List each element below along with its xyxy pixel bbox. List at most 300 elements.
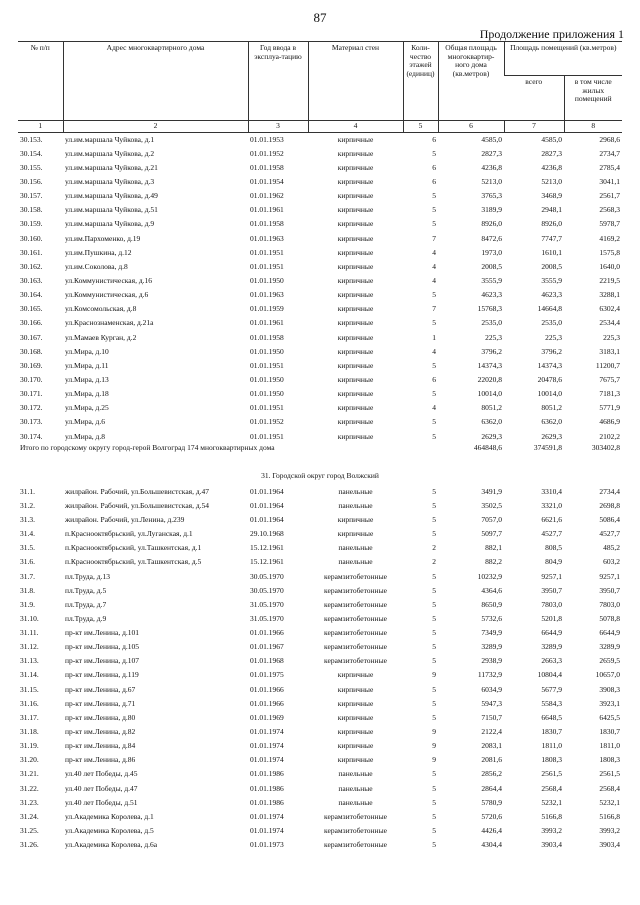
- header-residential-premises: в том числе жилых помещений: [564, 76, 622, 121]
- address-cell: пр-кт им.Ленина, д.71: [65, 698, 136, 708]
- commission-date-cell: 01.01.1961: [250, 205, 284, 215]
- address-cell: ул.Мира, д.10: [65, 346, 109, 356]
- residential-area-cell: 3288,1: [599, 290, 621, 300]
- premises-area-cell: 3289,9: [541, 642, 562, 652]
- table-row: [18, 373, 622, 387]
- header-premises-total: всего: [525, 77, 543, 86]
- total-label: Итого по городскому округу город-герой Волгоград 174 многоквартирных дома: [20, 443, 275, 452]
- floors-cell: 5: [432, 628, 436, 638]
- wall-material-cell: кирпичные: [337, 417, 374, 427]
- total-area-cell: 15768,3: [477, 304, 502, 314]
- wall-material-cell: кирпичные: [337, 684, 374, 694]
- commission-date-cell: 01.01.1950: [250, 374, 284, 384]
- row-number-cell: 31.2.: [20, 500, 35, 510]
- floors-cell: 5: [432, 417, 436, 427]
- residential-area-cell: 7803,0: [599, 599, 621, 609]
- residential-area-cell: 1575,8: [599, 247, 621, 257]
- total-area-cell: 3796,2: [481, 346, 502, 356]
- wall-material-cell: керамзитобетонные: [324, 826, 387, 836]
- commission-date-cell: 01.01.1951: [250, 431, 284, 441]
- table-row: [18, 359, 622, 373]
- commission-date-cell: 30.05.1970: [250, 585, 284, 595]
- address-cell: ул.Академика Королева, д.6а: [65, 840, 158, 850]
- floors-cell: 5: [432, 148, 436, 158]
- wall-material-cell: кирпичные: [337, 332, 374, 342]
- commission-date-cell: 01.01.1966: [250, 698, 284, 708]
- address-cell: ул.им.маршала Чуйкова, д.51: [65, 205, 158, 215]
- total-area-cell: 7150,7: [481, 712, 502, 722]
- premises-area-cell: 2629,3: [541, 431, 562, 441]
- residential-area-cell: 2568,3: [599, 205, 621, 215]
- wall-material-cell: кирпичные: [337, 205, 374, 215]
- table-row: [18, 415, 622, 429]
- row-number-cell: 30.155.: [20, 162, 43, 172]
- address-cell: жилрайон. Рабочий, ул.Ленина, д.239: [65, 514, 185, 524]
- commission-date-cell: 31.05.1970: [250, 599, 284, 609]
- floors-cell: 2: [432, 543, 436, 553]
- commission-date-cell: 01.01.1974: [250, 811, 284, 821]
- total-area-cell: 10014,0: [477, 389, 502, 399]
- wall-material-cell: кирпичные: [337, 318, 374, 328]
- row-number-cell: 30.170.: [20, 374, 43, 384]
- table-row: [18, 753, 622, 767]
- address-cell: ул.Коммунистическая, д.6: [65, 290, 149, 300]
- volgograd-total-section: [18, 444, 622, 485]
- floors-cell: 5: [432, 219, 436, 229]
- total-area-cell: 4426,4: [481, 826, 502, 836]
- address-cell: ул.Мамаев Курган, д.2: [65, 332, 137, 342]
- residential-area-cell: 3950,7: [599, 585, 621, 595]
- premises-area-cell: 6644,9: [541, 628, 562, 638]
- commission-date-cell: 01.01.1952: [250, 417, 284, 427]
- address-cell: пр-кт им.Ленина, д.80: [65, 712, 136, 722]
- commission-date-cell: 01.01.1963: [250, 290, 284, 300]
- total-area-cell: 6034,9: [481, 684, 502, 694]
- premises-area-cell: 6621,6: [541, 514, 562, 524]
- header-address: Адрес многоквартирного дома: [63, 42, 248, 121]
- wall-material-cell: кирпичные: [337, 261, 374, 271]
- address-cell: пр-кт им.Ленина, д.119: [65, 670, 139, 680]
- table-row: [18, 569, 622, 583]
- row-number-cell: 30.165.: [20, 304, 43, 314]
- floors-cell: 5: [432, 571, 436, 581]
- total-area-cell: 2629,3: [481, 431, 502, 441]
- premises-area-cell: 2663,3: [541, 656, 562, 666]
- total-area-sum: 464848,6: [473, 443, 502, 452]
- commission-date-cell: 01.01.1951: [250, 360, 284, 370]
- wall-material-cell: керамзитобетонные: [324, 811, 387, 821]
- header-commission-year: Год ввода в эксплуа-тацию: [248, 42, 308, 121]
- wall-material-cell: керамзитобетонные: [324, 613, 387, 623]
- table-row: [18, 739, 622, 753]
- address-cell: ул.им.маршала Чуйкова, д.3: [65, 176, 155, 186]
- address-cell: ул.им.маршала Чуйкова, д.21: [65, 162, 158, 172]
- commission-date-cell: 01.01.1964: [250, 500, 284, 510]
- row-number-cell: 31.17.: [20, 712, 39, 722]
- row-number-cell: 30.153.: [20, 134, 43, 144]
- residential-area-cell: 5771,9: [599, 403, 621, 413]
- commission-date-cell: 01.01.1974: [250, 727, 284, 737]
- commission-date-cell: 01.01.1969: [250, 712, 284, 722]
- residential-area-cell: 2561,5: [599, 769, 621, 779]
- table-row: [18, 527, 622, 541]
- floors-cell: 5: [432, 811, 436, 821]
- total-area-cell: 8051,2: [481, 403, 502, 413]
- floors-cell: 5: [432, 360, 436, 370]
- table-row: [18, 274, 622, 288]
- table-row: [18, 288, 622, 302]
- total-area-cell: 3289,9: [481, 642, 502, 652]
- table-row: [18, 345, 622, 359]
- total-area-cell: 1973,0: [481, 247, 502, 257]
- table-row: [18, 401, 622, 415]
- address-cell: ул.им.Пархоменко, д.19: [65, 233, 141, 243]
- row-number-cell: 30.157.: [20, 191, 43, 201]
- floors-cell: 5: [432, 684, 436, 694]
- commission-date-cell: 01.01.1974: [250, 741, 284, 751]
- commission-date-cell: 01.01.1951: [250, 247, 284, 257]
- floors-cell: 4: [432, 403, 436, 413]
- floors-cell: 5: [432, 389, 436, 399]
- commission-date-cell: 01.01.1950: [250, 275, 284, 285]
- table-row: [18, 203, 622, 217]
- floors-cell: 7: [432, 233, 436, 243]
- wall-material-cell: панельные: [338, 783, 373, 793]
- premises-area-cell: 4527,7: [541, 529, 562, 539]
- commission-date-cell: 30.05.1970: [250, 571, 284, 581]
- floors-cell: 5: [432, 712, 436, 722]
- apartment-buildings-table: [18, 41, 622, 852]
- table-row: [18, 711, 622, 725]
- floors-cell: 6: [432, 134, 436, 144]
- wall-material-cell: кирпичные: [337, 529, 374, 539]
- premises-area-cell: 3903,4: [541, 840, 562, 850]
- wall-material-cell: панельные: [338, 500, 373, 510]
- floors-cell: 9: [432, 741, 436, 751]
- floors-cell: 5: [432, 783, 436, 793]
- floors-cell: 6: [432, 162, 436, 172]
- floors-cell: 5: [432, 500, 436, 510]
- table-row: [18, 147, 622, 161]
- residential-area-cell: 3903,4: [599, 840, 621, 850]
- floors-cell: 4: [432, 247, 436, 257]
- row-number-cell: 31.9.: [20, 599, 35, 609]
- wall-material-cell: кирпичные: [337, 176, 374, 186]
- total-area-cell: 7349,9: [481, 628, 502, 638]
- row-number-cell: 30.160.: [20, 233, 43, 243]
- total-area-cell: 4304,4: [481, 840, 502, 850]
- row-number-cell: 30.173.: [20, 417, 43, 427]
- premises-area-cell: 1808,3: [541, 755, 562, 765]
- commission-date-cell: 01.01.1975: [250, 670, 284, 680]
- wall-material-cell: кирпичные: [337, 148, 374, 158]
- total-area-cell: 5097,7: [481, 529, 502, 539]
- wall-material-cell: кирпичные: [337, 346, 374, 356]
- address-cell: ул.Мира, д.8: [65, 431, 105, 441]
- table-row: [18, 640, 622, 654]
- table-row: [18, 668, 622, 682]
- residential-area-cell: 3993,2: [599, 826, 621, 836]
- commission-date-cell: 01.01.1959: [250, 304, 284, 314]
- wall-material-cell: кирпичные: [337, 431, 374, 441]
- row-number-cell: 30.171.: [20, 389, 43, 399]
- total-area-cell: 882,2: [485, 557, 502, 567]
- wall-material-cell: керамзитобетонные: [324, 642, 387, 652]
- wall-material-cell: кирпичные: [337, 162, 374, 172]
- premises-area-cell: 5584,3: [541, 698, 562, 708]
- residential-area-cell: 2968,6: [599, 134, 621, 144]
- residential-area-cell: 6425,5: [599, 712, 621, 722]
- floors-cell: 5: [432, 840, 436, 850]
- wall-material-cell: кирпичные: [337, 134, 374, 144]
- floors-cell: 2: [432, 557, 436, 567]
- address-cell: ул.Краснознаменская, д.21а: [65, 318, 154, 328]
- commission-date-cell: 01.01.1966: [250, 628, 284, 638]
- row-number-cell: 30.159.: [20, 219, 43, 229]
- wall-material-cell: керамзитобетонные: [324, 628, 387, 638]
- table-row: [18, 782, 622, 796]
- residential-area-cell: 11200,7: [595, 360, 621, 370]
- row-number-cell: 31.23.: [20, 797, 39, 807]
- commission-date-cell: 01.01.1964: [250, 486, 284, 496]
- premises-area-cell: 3993,2: [541, 826, 562, 836]
- residential-area-cell: 9257,1: [599, 571, 621, 581]
- total-area-cell: 2856,2: [481, 769, 502, 779]
- total-area-cell: 3491,9: [481, 486, 502, 496]
- premises-area-cell: 3950,7: [541, 585, 562, 595]
- residential-area-cell: 485,2: [603, 543, 621, 553]
- residential-area-cell: 4169,2: [599, 233, 621, 243]
- table-row: [18, 796, 622, 810]
- residential-area-cell: 5078,8: [599, 613, 621, 623]
- premises-area-cell: 7803,0: [541, 599, 562, 609]
- premises-area-cell: 14664,8: [537, 304, 562, 314]
- wall-material-cell: кирпичные: [337, 389, 374, 399]
- row-number-cell: 31.20.: [20, 755, 39, 765]
- wall-material-cell: керамзитобетонные: [324, 840, 387, 850]
- total-area-cell: 14374,3: [477, 360, 502, 370]
- table-row: [18, 161, 622, 175]
- floors-cell: 5: [432, 486, 436, 496]
- address-cell: ул.им.маршала Чуйкова, д.2: [65, 148, 155, 158]
- header-total-area: Общая площадь многоквартир-ного дома (кв.метров): [438, 42, 504, 121]
- total-area-cell: 2083,1: [481, 741, 502, 751]
- column-number: 8: [564, 121, 622, 133]
- total-area-cell: 2081,6: [481, 755, 502, 765]
- row-number-cell: 31.16.: [20, 698, 39, 708]
- wall-material-cell: кирпичные: [337, 741, 374, 751]
- total-row: [18, 444, 622, 468]
- row-number-cell: 30.163.: [20, 275, 43, 285]
- row-number-cell: 31.14.: [20, 670, 39, 680]
- address-cell: ул.Мира, д.18: [65, 389, 109, 399]
- total-area-cell: 8926,0: [481, 219, 502, 229]
- commission-date-cell: 01.01.1964: [250, 514, 284, 524]
- row-number-cell: 30.162.: [20, 261, 43, 271]
- column-number: 3: [248, 121, 308, 133]
- address-cell: пр-кт им.Ленина, д.107: [65, 656, 140, 666]
- table-row: [18, 133, 622, 147]
- total-area-cell: 3502,5: [481, 500, 502, 510]
- address-cell: ул.Мира, д.13: [65, 374, 109, 384]
- premises-area-cell: 225,3: [545, 332, 562, 342]
- total-area-cell: 5780,9: [481, 797, 502, 807]
- wall-material-cell: кирпичные: [337, 233, 374, 243]
- commission-date-cell: 01.01.1968: [250, 656, 284, 666]
- residential-area-cell: 6302,4: [599, 304, 621, 314]
- commission-date-cell: 01.01.1966: [250, 684, 284, 694]
- premises-area-cell: 14374,3: [537, 360, 562, 370]
- commission-date-cell: 01.01.1950: [250, 346, 284, 356]
- address-cell: ул.Мира, д.11: [65, 360, 109, 370]
- premises-area-cell: 2535,0: [541, 318, 562, 328]
- row-number-cell: 31.5.: [20, 543, 35, 553]
- table-row: [18, 316, 622, 330]
- premises-area-cell: 5166,8: [541, 811, 562, 821]
- residential-area-cell: 7675,7: [599, 374, 621, 384]
- floors-cell: 5: [432, 656, 436, 666]
- wall-material-cell: кирпичные: [337, 514, 374, 524]
- table-row: [18, 838, 622, 852]
- residential-area-cell: 2561,7: [599, 191, 621, 201]
- residential-area-cell: 7181,3: [599, 389, 621, 399]
- premises-area-cell: 6648,5: [541, 712, 562, 722]
- floors-cell: 9: [432, 755, 436, 765]
- commission-date-cell: 01.01.1954: [250, 176, 284, 186]
- floors-cell: 5: [432, 318, 436, 328]
- volzhsky-rows: [18, 485, 622, 853]
- address-cell: пл.Труда, д.5: [65, 585, 107, 595]
- column-number: 5: [403, 121, 438, 133]
- residential-area-cell: 5232,1: [599, 797, 621, 807]
- total-area-cell: 225,3: [485, 332, 502, 342]
- total-area-cell: 5732,6: [481, 613, 502, 623]
- floors-cell: 4: [432, 261, 436, 271]
- commission-date-cell: 15.12.1961: [250, 557, 284, 567]
- residential-area-cell: 5086,4: [599, 514, 621, 524]
- premises-area-cell: 3310,4: [541, 486, 562, 496]
- total-area-cell: 4236,8: [481, 162, 502, 172]
- total-area-cell: 11732,9: [477, 670, 502, 680]
- table-row: [18, 598, 622, 612]
- premises-area-cell: 808,5: [545, 543, 562, 553]
- row-number-cell: 31.18.: [20, 727, 39, 737]
- commission-date-cell: 01.01.1950: [250, 389, 284, 399]
- residential-area-cell: 2219,5: [599, 275, 621, 285]
- table-row: [18, 541, 622, 555]
- address-cell: ул.им.Пушкина, д.12: [65, 247, 132, 257]
- premises-area-cell: 3796,2: [541, 346, 562, 356]
- total-area-cell: 2008,5: [481, 261, 502, 271]
- premises-area-cell: 6362,0: [541, 417, 562, 427]
- residential-area-cell: 5166,8: [599, 811, 621, 821]
- premises-area-cell: 3468,9: [541, 191, 562, 201]
- wall-material-cell: панельные: [338, 557, 373, 567]
- row-number-cell: 31.6.: [20, 557, 35, 567]
- premises-area-cell: 3321,0: [541, 500, 562, 510]
- address-cell: ул.Академика Королева, д.5: [65, 826, 154, 836]
- residential-area-cell: 2785,4: [599, 162, 621, 172]
- row-number-cell: 31.3.: [20, 514, 35, 524]
- address-cell: пр-кт им.Ленина, д.84: [65, 741, 136, 751]
- floors-cell: 4: [432, 275, 436, 285]
- header-row-number: № п/п: [18, 42, 63, 121]
- residential-area-cell: 1808,3: [599, 755, 621, 765]
- total-area-cell: 22020,8: [477, 374, 502, 384]
- wall-material-cell: кирпичные: [337, 403, 374, 413]
- row-number-cell: 30.172.: [20, 403, 43, 413]
- table-row: [18, 387, 622, 401]
- row-number-cell: 31.26.: [20, 840, 39, 850]
- premises-area-cell: 4623,3: [541, 290, 562, 300]
- wall-material-cell: керамзитобетонные: [324, 599, 387, 609]
- floors-cell: 5: [432, 514, 436, 524]
- wall-material-cell: кирпичные: [337, 727, 374, 737]
- table-row: [18, 246, 622, 260]
- residential-area-cell: 1830,7: [599, 727, 621, 737]
- commission-date-cell: 01.01.1986: [250, 769, 284, 779]
- commission-date-cell: 01.01.1952: [250, 148, 284, 158]
- commission-date-cell: 01.01.1973: [250, 840, 284, 850]
- address-cell: пр-кт им.Ленина, д.105: [65, 642, 140, 652]
- table-row: [18, 810, 622, 824]
- column-number: 4: [308, 121, 403, 133]
- address-cell: жилрайон. Рабочий, ул.Большевистская, д.54: [65, 500, 210, 510]
- total-area-cell: 3189,9: [481, 205, 502, 215]
- floors-cell: 5: [432, 205, 436, 215]
- row-number-cell: 31.22.: [20, 783, 39, 793]
- row-number-cell: 31.19.: [20, 741, 39, 751]
- column-number: 2: [63, 121, 248, 133]
- floors-cell: 5: [432, 431, 436, 441]
- premises-area-cell: 2561,5: [541, 769, 562, 779]
- wall-material-cell: панельные: [338, 543, 373, 553]
- floors-cell: 4: [432, 346, 436, 356]
- row-number-cell: 31.21.: [20, 769, 39, 779]
- floors-cell: 5: [432, 585, 436, 595]
- floors-cell: 5: [432, 698, 436, 708]
- row-number-cell: 31.8.: [20, 585, 35, 595]
- commission-date-cell: 01.01.1974: [250, 755, 284, 765]
- address-cell: п.Краснооктябрьский, ул.Ташкентская, д.5: [65, 557, 202, 567]
- premises-area-cell: 10014,0: [537, 389, 562, 399]
- total-area-cell: 882,1: [485, 543, 502, 553]
- row-number-cell: 31.13.: [20, 656, 39, 666]
- row-number-cell: 31.25.: [20, 826, 39, 836]
- row-number-cell: 30.158.: [20, 205, 43, 215]
- total-residential-sum: 303402,8: [591, 443, 621, 452]
- table-row: [18, 824, 622, 838]
- total-area-cell: 2535,0: [481, 318, 502, 328]
- total-area-cell: 6362,0: [481, 417, 502, 427]
- section-heading: 31. Городской округ город Волжский: [261, 471, 379, 481]
- residential-area-cell: 2698,8: [599, 500, 621, 510]
- total-area-cell: 8650,9: [481, 599, 502, 609]
- total-area-cell: 5720,6: [481, 811, 502, 821]
- table-row: [18, 485, 622, 499]
- header-floors: Коли-чество этажей (единиц): [403, 42, 438, 121]
- row-number-cell: 30.164.: [20, 290, 43, 300]
- wall-material-cell: кирпичные: [337, 304, 374, 314]
- residential-area-cell: 3289,9: [599, 642, 621, 652]
- wall-material-cell: кирпичные: [337, 374, 374, 384]
- wall-material-cell: панельные: [338, 769, 373, 779]
- table-row: [18, 697, 622, 711]
- premises-area-cell: 9257,1: [541, 571, 562, 581]
- residential-area-cell: 4527,7: [599, 529, 621, 539]
- table-row: [18, 260, 622, 274]
- premises-area-cell: 4585,0: [541, 134, 562, 144]
